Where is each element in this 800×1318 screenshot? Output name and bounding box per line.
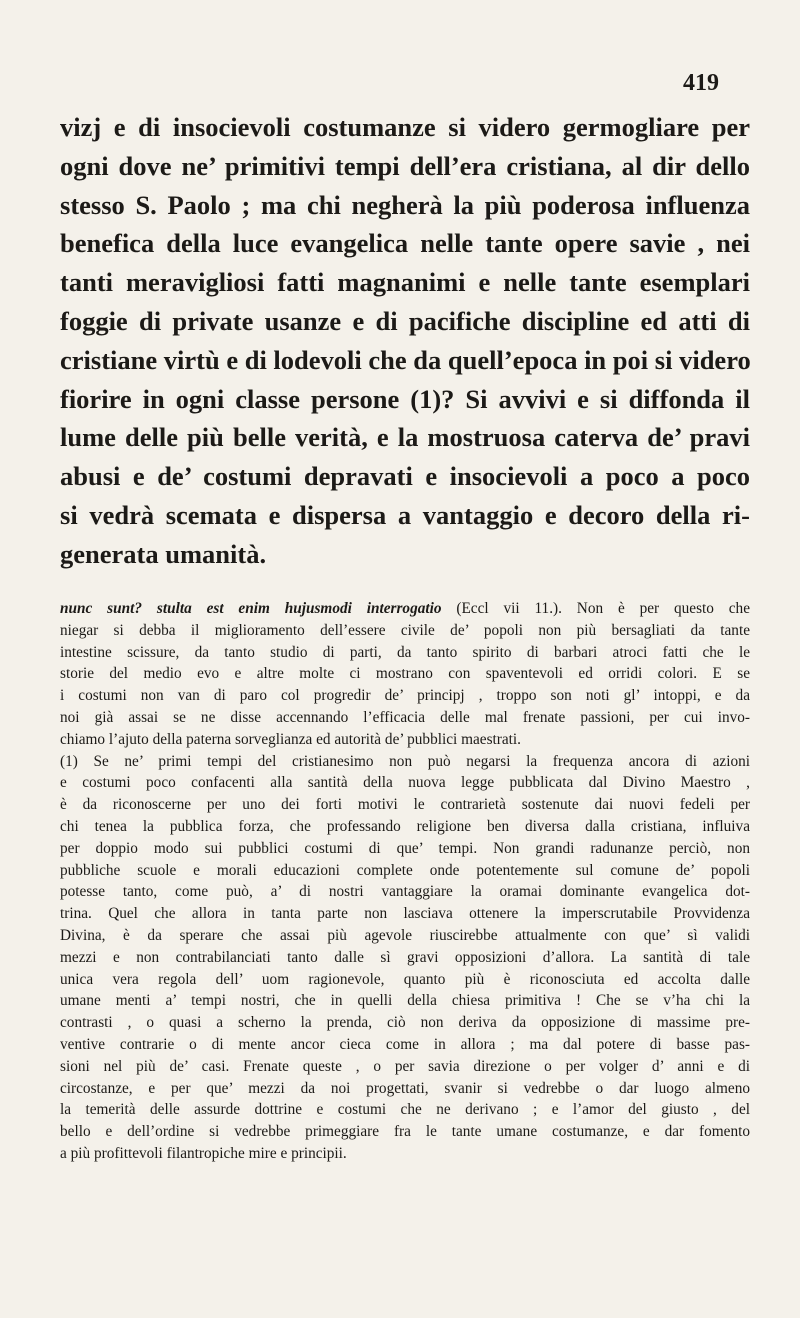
footnote-line: chiamo l’ajuto della paterna sorveglianza ed autorità de’ pubblici maestrati. — [60, 730, 521, 748]
footnote-line: bello e dell’ordine si vedrebbe primeggiare fra le tante umane costumanze, e dar fomento — [60, 1123, 750, 1141]
footnote-line: la temerità delle assurde dottrine e costumi che ne derivano ; e l’amor del giusto , del — [60, 1101, 750, 1119]
main-text-line: vizj e di insocievoli costumanze si videro germogliare per — [60, 112, 750, 142]
main-text-line: stesso S. Paolo ; ma chi negherà la più poderosa influenza — [60, 189, 750, 220]
footnotes — [60, 598, 750, 1165]
footnote-line: per doppio modo sui pubblici costumi di que’ tempi. Non grandi radunanze perciò, non — [60, 839, 750, 857]
latin-quote: nunc sunt? stulta est enim hujusmodi interrogatio — [60, 600, 442, 617]
footnote-line — [60, 598, 750, 620]
main-text-line: lume delle più belle verità, e la mostruosa caterva de’ pravi — [60, 422, 750, 453]
footnote-1 — [60, 751, 750, 1165]
footnote-line: mezzi e non contrabilanciati tanto dalle sì gravi opposizioni d’allora. La santità di tale — [60, 948, 750, 966]
main-text-line: foggie di private usanze e di pacifiche discipline ed atti di — [60, 305, 750, 336]
footnote-line: ventive contrarie o di mente ancor cieca come in allora ; ma dal potere di basse pas- — [60, 1035, 750, 1053]
footnote-continuation — [60, 598, 750, 751]
footnote-line: (1) Se ne’ primi tempi del cristianesimo non può negarsi la frequenza ancora di azioni — [60, 752, 750, 770]
main-text-block — [60, 108, 750, 574]
footnote-line: sioni nel più de’ casi. Frenate queste , o per savia direzione o per volger d’ anni e di — [60, 1057, 750, 1075]
main-text-line: si vedrà scemata e dispersa a vantaggio e decoro della ri- — [60, 499, 750, 530]
main-text-line: ogni dove ne’ primitivi tempi dell’era cristiana, al dir dello — [60, 150, 750, 181]
footnote-line: intestine scissure, da tanto studio di parti, da tanto spirito di barbari atroci fatti che le — [60, 643, 750, 661]
footnote-line: potesse tanto, come può, a’ di nostri vantaggiare la oramai dominante evangelica dot- — [60, 883, 750, 901]
footnote-line: Divina, è da sperare che assai più agevole riuscirebbe attualmente con que’ sì validi — [60, 926, 750, 944]
footnote-line: chi tenea la pubblica forza, che professando religione ben diversa dalla cristiana, influiva — [60, 817, 750, 835]
main-text-line: tanti meravigliosi fatti magnanimi e nelle tante esemplari — [60, 267, 750, 298]
footnote-line: storie del medio evo e altre molte ci mostrano con spaventevoli ed orridi colori. E se — [60, 665, 750, 683]
footnote-line: è da riconoscerne per uno dei forti motivi le contrarietà sostenute dai nuovi fedeli per — [60, 796, 750, 814]
page-number: 419 — [683, 70, 719, 96]
footnote-line-rest: (Eccl vii 11.). Non è per questo che — [441, 600, 750, 617]
main-text-line: generata umanità. — [60, 538, 267, 569]
footnote-line: a più profittevoli filantropiche mire e principii. — [60, 1144, 347, 1162]
footnote-line: i costumi non van di paro col progredir de’ principj , troppo son noti gl’ intoppi, e da — [60, 687, 750, 705]
footnote-line: contrasti , o quasi a scherno la prenda, ciò non deriva da opposizione di massime pre- — [60, 1014, 750, 1032]
main-text-line: fiorire in ogni classe persone (1)? Si avvivi e si diffonda il — [60, 383, 750, 414]
footnote-line: umane menti a’ tempi nostri, che in quelli della chiesa primitiva ! Che se v’ha chi la — [60, 992, 750, 1010]
footnote-line: unica vera regola dell’ uom ragionevole, quanto più è riconosciuta ed accolta dalle — [60, 970, 750, 988]
footnote-line: niegar si debba il miglioramento dell’essere civile de’ popoli non più bersagliati da tante — [60, 621, 750, 639]
footnote-line: e costumi poco confacenti alla santità della nuova legge pubblicata dal Divino Maestro , — [60, 774, 750, 792]
footnote-line: trina. Quel che allora in tanta parte non lasciava ottenere la imperscrutabile Provvidenza — [60, 905, 750, 923]
main-text-line: abusi e de’ costumi depravati e insocievoli a poco a poco — [60, 461, 750, 492]
main-text-line: cristiane virtù e di lodevoli che da quell’epoca in poi si videro — [60, 344, 751, 375]
main-text-line: benefica della luce evangelica nelle tante opere savie , nei — [60, 228, 750, 259]
footnote-line: noi già assai se ne disse accennando l’efficacia delle mal frenate passioni, per cui invo- — [60, 708, 750, 726]
footnote-line: circostanze, e per que’ mezzi da noi progettati, svanir si vedrebbe o dar luogo almeno — [60, 1079, 750, 1097]
footnote-line: pubbliche scuole e morali educazioni complete onde potentemente sul comune de’ popoli — [60, 861, 750, 879]
